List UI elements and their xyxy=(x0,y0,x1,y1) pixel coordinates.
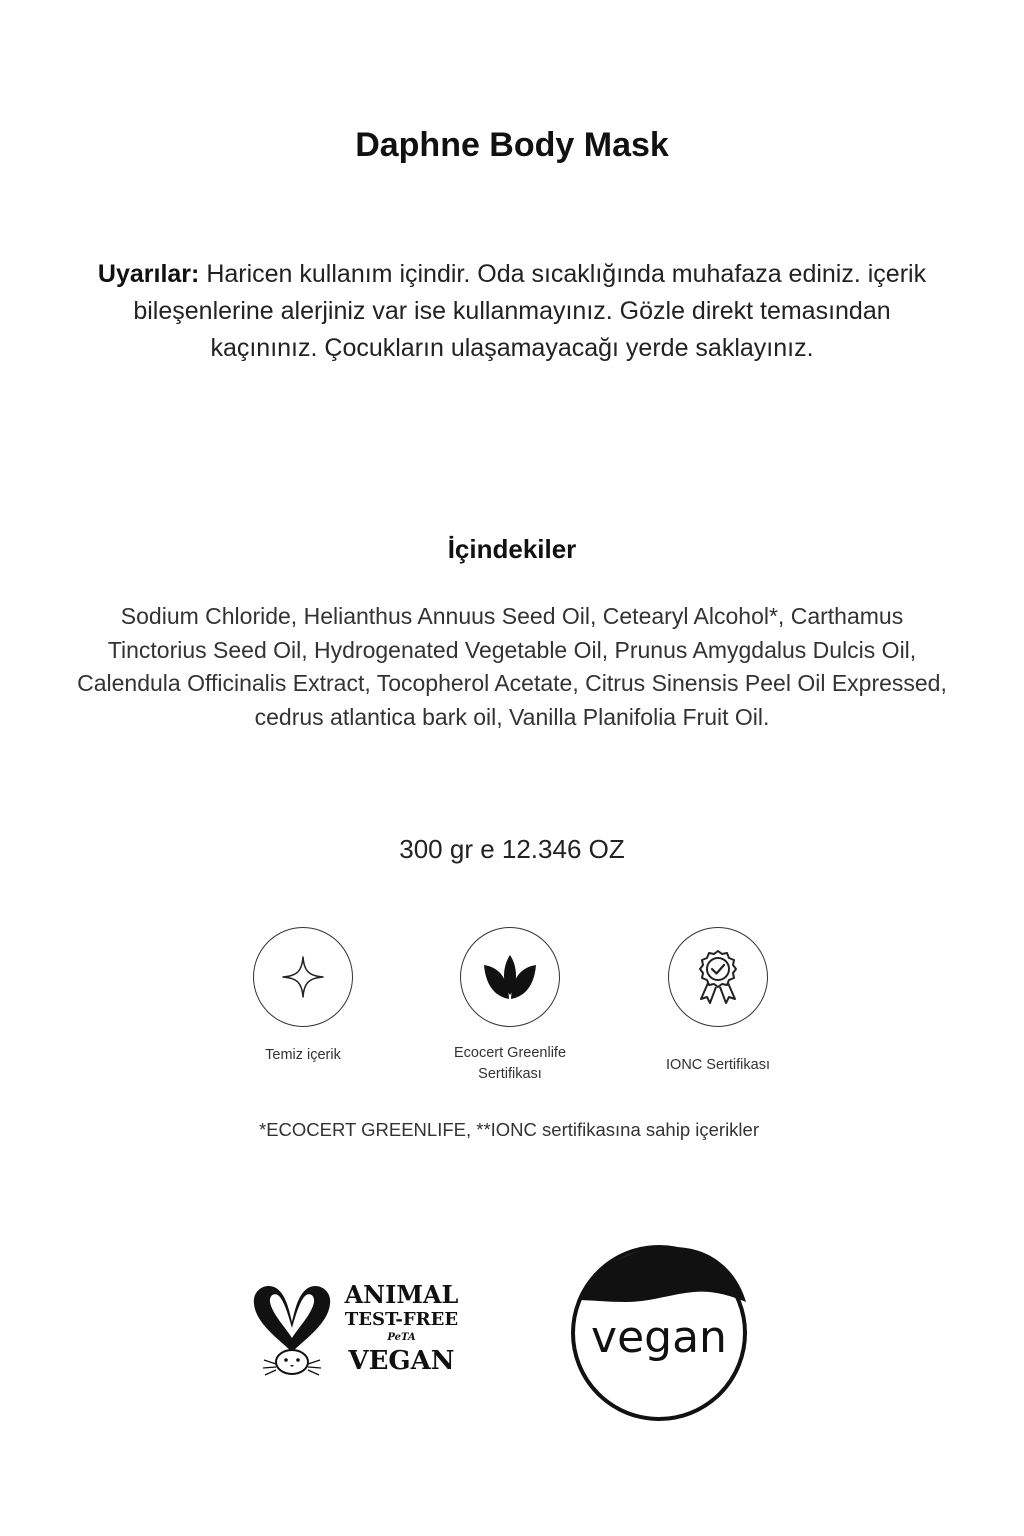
badge-label-line2: Sertifikası xyxy=(478,1066,542,1082)
vegan-circle-icon xyxy=(566,1240,752,1426)
badge-label: IONC Sertifikası xyxy=(666,1057,770,1073)
certification-note: *ECOCERT GREENLIFE, **IONC sertifikasına sahip içerikler xyxy=(259,1119,759,1140)
badge-circle xyxy=(460,927,560,1027)
peta-line-brand: PeTA xyxy=(387,1332,416,1343)
peta-logo xyxy=(250,1280,465,1400)
leaf-icon xyxy=(480,951,540,1003)
badge-ecocert xyxy=(406,927,614,1085)
sparkle-icon xyxy=(280,954,326,1000)
peta-line-vegan: VEGAN xyxy=(348,1346,455,1376)
badge-label-line1: Ecocert Greenlife xyxy=(453,1045,567,1061)
product-title: Daphne Body Mask xyxy=(355,126,669,164)
badge-clean-ingredients xyxy=(199,927,407,1066)
vegan-logo-text: vegan xyxy=(591,1312,727,1363)
badge-label xyxy=(406,1043,614,1085)
badge-circle xyxy=(668,927,768,1027)
ingredients-list: Sodium Chloride, Helianthus Annuus Seed Oil, Cetearyl Alcohol*, Carthamus Tinctorius Seed Oil, Hydrogenated Vegetable Oil, Prunus Amygdalus Dulcis Oil, Calendula Officinalis Extract, Tocopherol Acetate, Citrus Sinensis Peel Oil Expressed, cedrus atlantica bark oil, Vanilla Planifolia Fruit Oil. xyxy=(77,603,947,730)
award-ribbon-icon xyxy=(690,947,746,1007)
peta-text xyxy=(338,1280,465,1376)
warnings-label: Uyarılar: xyxy=(97,260,200,288)
product-weight: 300 gr e 12.346 OZ xyxy=(399,834,625,864)
warnings-text: Haricen kullanım içindir. Oda sıcaklığında muhafaza ediniz. içerik bileşenlerine alerjiniz var ise kullanmayınız. Gözle direkt temasından kaçınınız. Çocukların ulaşamayacağı yerde saklayınız. xyxy=(133,260,927,362)
ingredients-title: İçindekiler xyxy=(447,534,577,564)
bunny-heart-icon xyxy=(250,1282,334,1378)
badge-circle xyxy=(253,927,353,1027)
badge-ionc xyxy=(614,927,822,1076)
warnings-paragraph xyxy=(92,256,932,367)
vegan-logo xyxy=(566,1240,752,1426)
peta-line-animal: ANIMAL xyxy=(344,1280,459,1309)
peta-line-testfree: TEST-FREE xyxy=(344,1309,459,1330)
badge-label: Temiz içerik xyxy=(265,1047,341,1063)
